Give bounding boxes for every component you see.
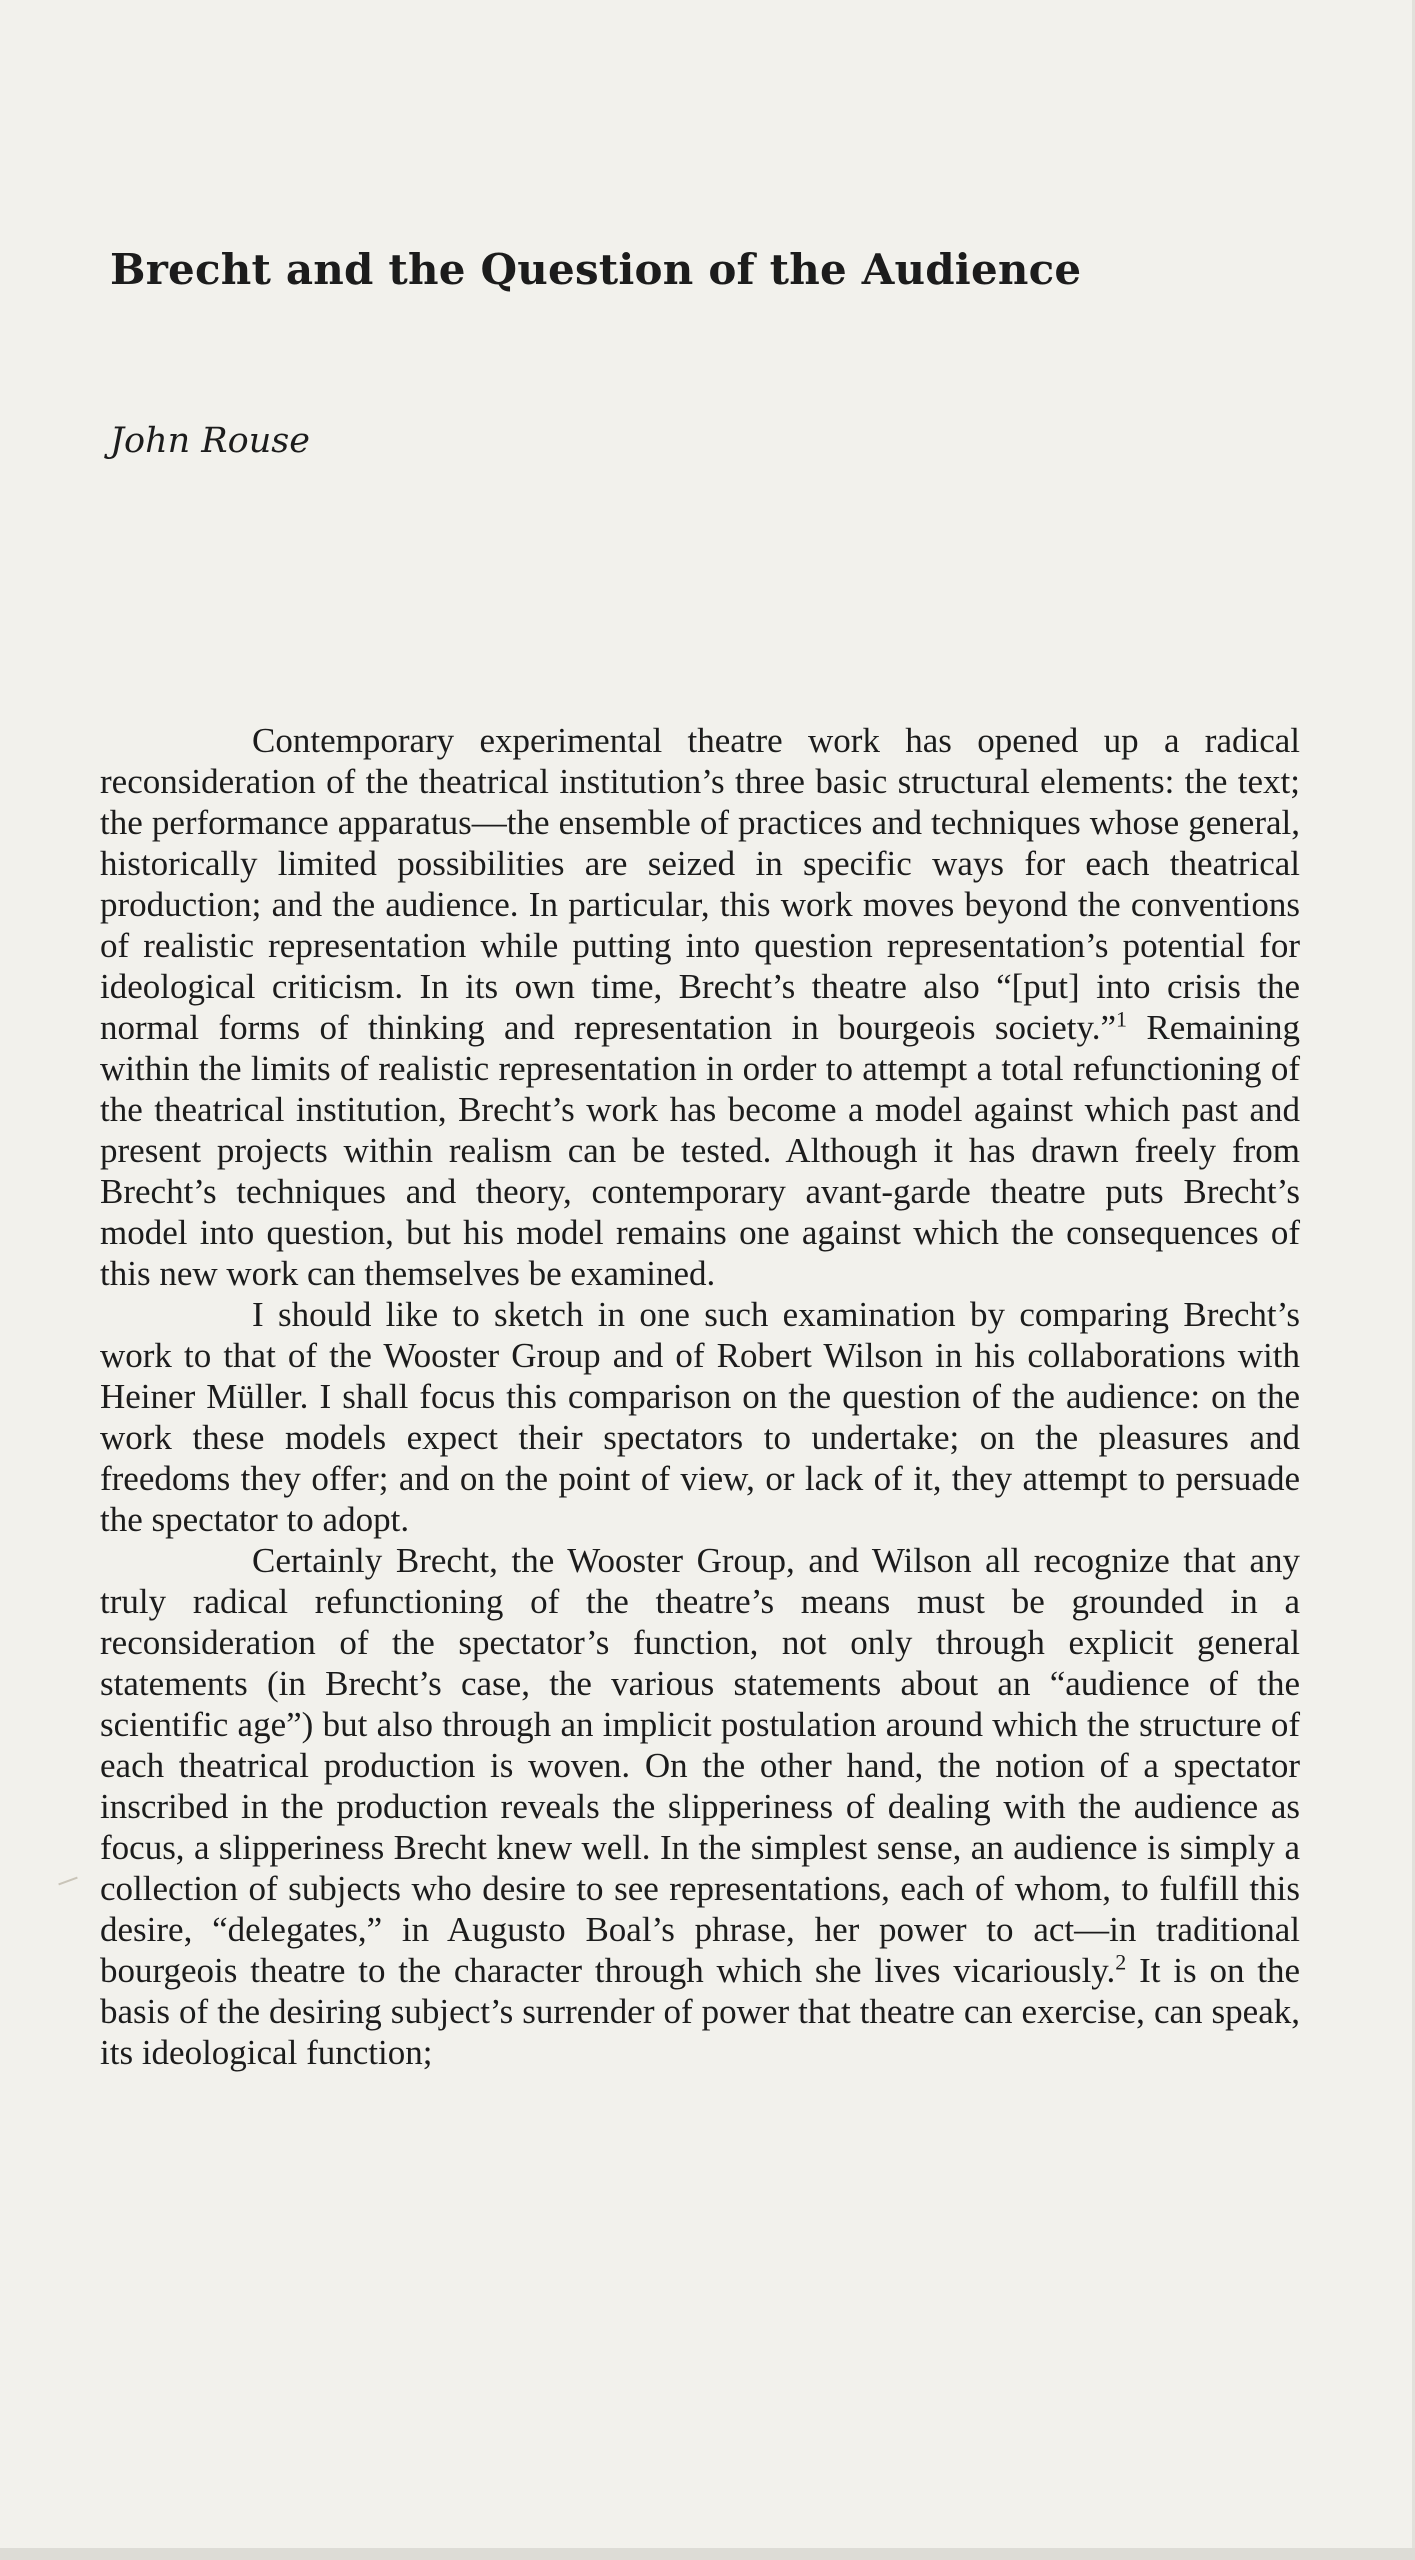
article-body [100,720,1300,2073]
paragraph-3-text-b: It is on the basis of the desiring subject’s surrender of power that theatre can exercise, can speak, its ideological function; [100,1951,1301,2072]
paragraph-1-text-b: Remaining within the limits of realistic representation in order to attempt a total refunctioning of the theatrical institution, Brecht’s work has become a model against which past and present projects within realism can be tested. Although it has drawn freely from Brecht’s techniques and theory, contemporary avant-garde theatre puts Brecht’s model into question, but his model remains one against which the consequences of this new work can themselves be examined. [100,1008,1300,1293]
article-title: Brecht and the Question of the Audience [110,245,1082,294]
paragraph-1 [100,720,1300,1294]
paragraph-3 [100,1540,1300,2073]
paragraph-1-text-a: Contemporary experimental theatre work has opened up a radical reconsideration of the theatrical institution’s three basic structural elements: the text; the performance apparatus—the ensemble of practices and techniques whose general, historically limited possibilities are seized in specific ways for each theatrical production; and the audience. In particular, this work moves beyond the conventions of realistic representation while putting into question representation’s potential for ideological criticism. In its own time, Brecht’s theatre also “[put] into crisis the normal forms of thinking and representation in bourgeois society.” [100,721,1300,1047]
margin-mark [58,1877,77,1886]
paragraph-3-text-a: Certainly Brecht, the Wooster Group, and Wilson all recognize that any truly radical refunctioning of the theatre’s means must be grounded in a reconsideration of the spectator’s function, not only through explicit general statements (in Brecht’s case, the various statements about an “audience of the scientific age”) but also through an implicit postulation around which the structure of each theatrical production is woven. On the other hand, the notion of a spectator inscribed in the production reveals the slipperiness of dealing with the audience as focus, a slipperiness Brecht knew well. In the simplest sense, an audience is simply a collection of subjects who desire to see representations, each of whom, to fulfill this desire, “delegates,” in Augusto Boal’s phrase, her power to act—in traditional bourgeois theatre to the character through which she lives vicariously. [100,1541,1300,1990]
page-edge [0,2548,1415,2560]
footnote-ref-2: 2 [1115,1949,1127,1975]
article-author: John Rouse [110,421,310,461]
footnote-ref-1: 1 [1116,1006,1128,1032]
paragraph-2: I should like to sketch in one such examination by comparing Brecht’s work to that of the Wooster Group and of Robert Wilson in his collaborations with Heiner Müller. I shall focus this comparison on the question of the audience: on the work these models expect their spectators to undertake; on the pleasures and freedoms they offer; and on the point of view, or lack of it, they attempt to persuade the spectator to adopt. [100,1295,1300,1539]
